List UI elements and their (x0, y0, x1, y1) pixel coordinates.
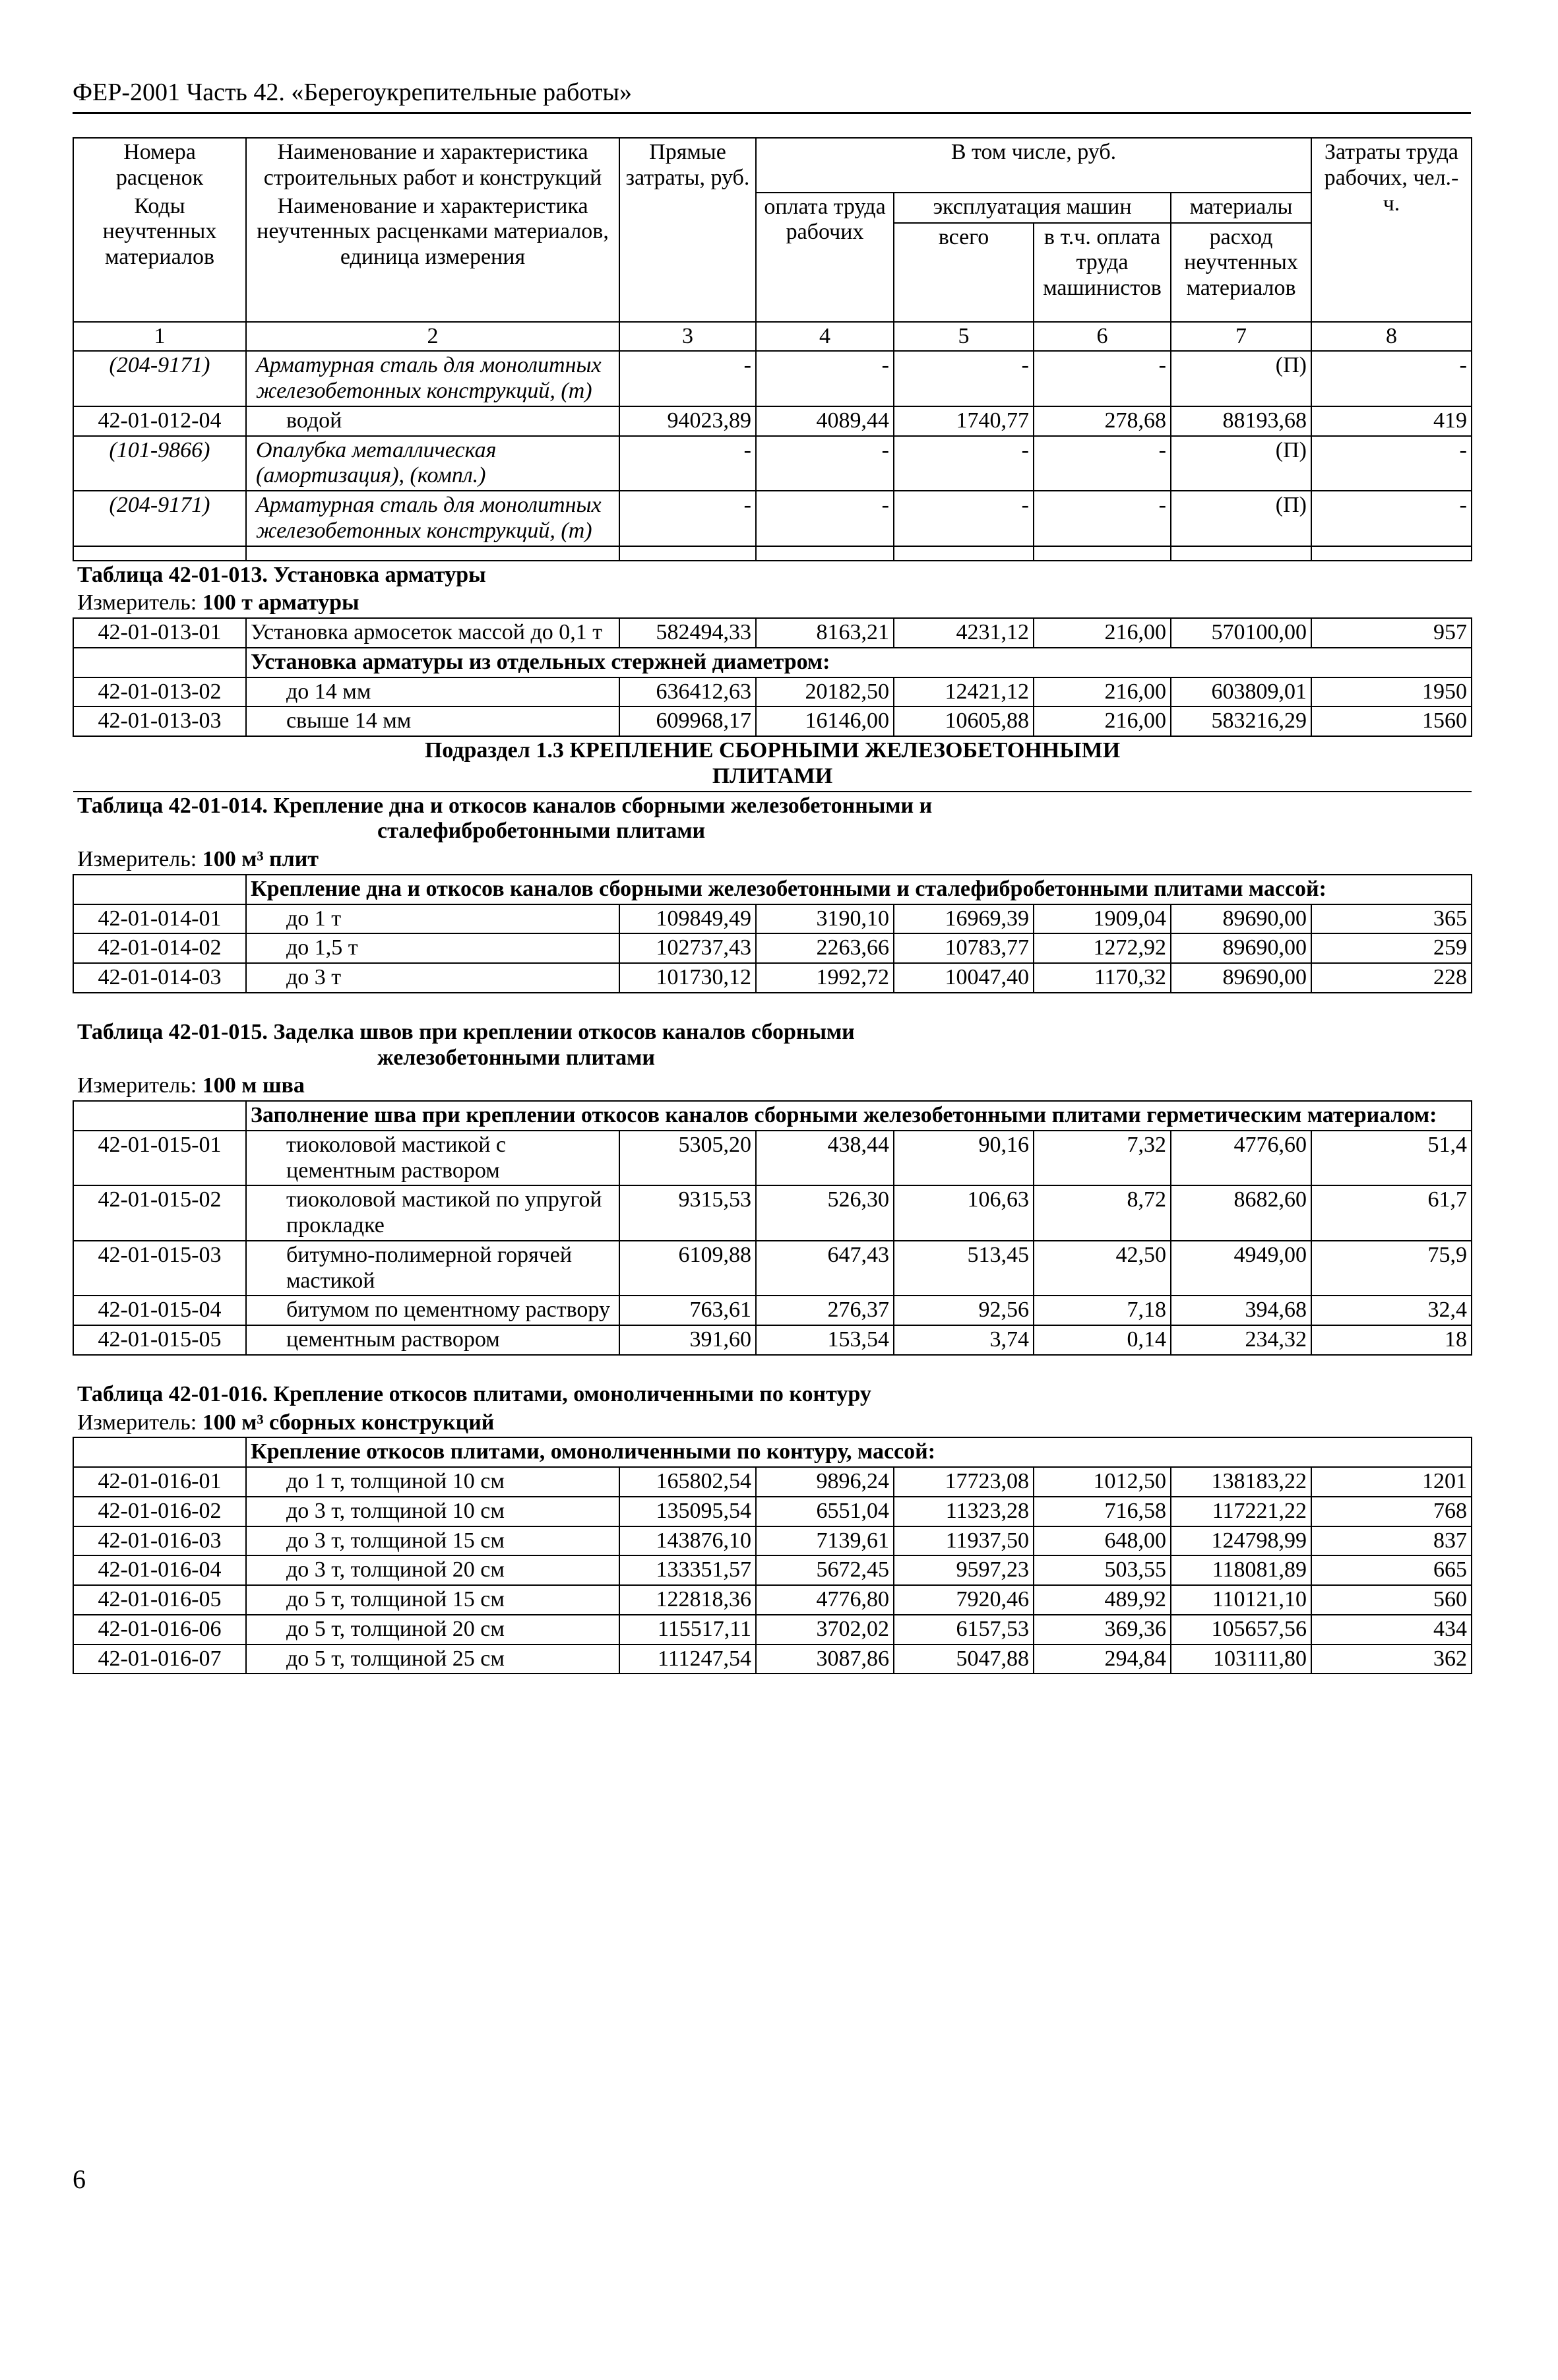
cell-value: 1992,72 (756, 963, 894, 993)
cell-value: - (1311, 436, 1472, 491)
table-meter (73, 1072, 1472, 1101)
cell-value: - (619, 491, 756, 546)
cell-value: 0,14 (1034, 1325, 1171, 1355)
cell-value: - (1034, 491, 1171, 546)
rate-name: до 3 т, толщиной 20 см (246, 1555, 619, 1585)
cell-value: (П) (1171, 351, 1311, 406)
cell-value: 51,4 (1311, 1131, 1472, 1186)
col-direct-costs: Прямые затраты, руб. (619, 138, 756, 322)
cell-value: 1950 (1311, 677, 1472, 707)
cell-value: 7,18 (1034, 1296, 1171, 1325)
table-title (73, 561, 1472, 590)
cell-value: 105657,56 (1171, 1615, 1311, 1644)
cell-value: 391,60 (619, 1325, 756, 1355)
cell-value: 6157,53 (894, 1615, 1034, 1644)
cell-value: 10605,88 (894, 706, 1034, 736)
rate-name: Арматурная сталь для монолитных железобетонных конструкций, (т) (246, 491, 619, 546)
cell-value: - (894, 491, 1034, 546)
cell-value: 394,68 (1171, 1296, 1311, 1325)
cell-value: - (1311, 491, 1472, 546)
cell-value: 3087,86 (756, 1644, 894, 1674)
cell-value: 8682,60 (1171, 1185, 1311, 1241)
group-heading: Заполнение шва при креплении откосов каналов сборными железобетонными плитами герметическим материалом: (246, 1101, 1472, 1131)
table-row (73, 904, 1472, 934)
rate-code: (204-9171) (73, 491, 246, 546)
cell-value: 7,32 (1034, 1131, 1171, 1186)
table-meter (73, 846, 1472, 875)
rate-name: до 5 т, толщиной 20 см (246, 1615, 619, 1644)
subsection-line2: ПЛИТАМИ (712, 763, 833, 788)
group-spacer (73, 1437, 246, 1467)
table-row (73, 1185, 1472, 1241)
cell-value: 369,36 (1034, 1615, 1171, 1644)
table-number: Таблица 42-01-016. (77, 1381, 268, 1406)
cell-value: 124798,99 (1171, 1526, 1311, 1556)
cell-value: 647,43 (756, 1241, 894, 1296)
group-heading: Крепление откосов плитами, омоноличенными по контуру, массой: (246, 1437, 1472, 1467)
rate-name: до 1 т (246, 904, 619, 934)
col-number: 8 (1311, 322, 1472, 352)
rate-code: 42-01-014-02 (73, 933, 246, 963)
empty-cell (756, 546, 894, 561)
cell-value: 10047,40 (894, 963, 1034, 993)
cell-value: - (1034, 436, 1171, 491)
rate-code: 42-01-015-05 (73, 1325, 246, 1355)
rate-name: до 5 т, толщиной 25 см (246, 1644, 619, 1674)
cell-value: 1201 (1311, 1467, 1472, 1497)
empty-cell (619, 546, 756, 561)
rate-name: водой (246, 406, 619, 436)
col-worker-pay: оплата труда рабочих (756, 193, 894, 322)
cell-value: 2263,66 (756, 933, 894, 963)
cell-value: 117221,22 (1171, 1497, 1311, 1526)
cell-value: 489,92 (1034, 1585, 1171, 1615)
col-material-names: Наименование и характеристика неучтенных расценками материалов, единица измерения (246, 193, 619, 322)
cell-value: 3190,10 (756, 904, 894, 934)
col-materials: материалы (1171, 193, 1311, 223)
rate-name: битумом по цементному раствору (246, 1296, 619, 1325)
table-heading: Крепление дна и откосов каналов сборными железобетонными и (273, 793, 933, 818)
cell-value: 259 (1311, 933, 1472, 963)
rate-name: цементным раствором (246, 1325, 619, 1355)
meter-unit: 100 т арматуры (202, 590, 359, 615)
col-material-codes: Коды неучтенных материалов (73, 193, 246, 322)
rate-name: тиоколовой мастикой по упругой прокладке (246, 1185, 619, 1241)
col-number: 4 (756, 322, 894, 352)
group-spacer (73, 875, 246, 904)
cell-value: 153,54 (756, 1325, 894, 1355)
cell-value: 419 (1311, 406, 1472, 436)
cell-value: 609968,17 (619, 706, 756, 736)
rate-code: 42-01-016-06 (73, 1615, 246, 1644)
rate-code: (204-9171) (73, 351, 246, 406)
rates-table (73, 137, 1471, 2380)
empty-cell (894, 546, 1034, 561)
table-heading: Крепление откосов плитами, омоноличенными по контуру (273, 1381, 871, 1406)
col-operator-pay: в т.ч. оплата труда машинистов (1034, 223, 1171, 322)
cell-value: 216,00 (1034, 677, 1171, 707)
cell-value: 75,9 (1311, 1241, 1472, 1296)
cell-value: 4776,80 (756, 1585, 894, 1615)
rate-code: 42-01-014-01 (73, 904, 246, 934)
table-row (73, 677, 1472, 707)
cell-value: 583216,29 (1171, 706, 1311, 736)
cell-value: 103111,80 (1171, 1644, 1311, 1674)
cell-value: 7139,61 (756, 1526, 894, 1556)
cell-value: 362 (1311, 1644, 1472, 1674)
subsection-title (73, 736, 1472, 792)
table-row (73, 963, 1472, 993)
cell-value: 102737,43 (619, 933, 756, 963)
cell-value: 503,55 (1034, 1555, 1171, 1585)
cell-value: 4089,44 (756, 406, 894, 436)
col-rate-numbers: Номера расценок (73, 138, 246, 193)
cell-value: 138183,22 (1171, 1467, 1311, 1497)
cell-value: 18 (1311, 1325, 1472, 1355)
cell-value: - (1311, 351, 1472, 406)
cell-value: - (619, 436, 756, 491)
page-number: 6 (73, 2164, 86, 2194)
cell-value: 5047,88 (894, 1644, 1034, 1674)
meter-label: Измеритель: (77, 1410, 197, 1435)
empty-cell (1034, 546, 1171, 561)
cell-value: 216,00 (1034, 706, 1171, 736)
rate-name: до 1,5 т (246, 933, 619, 963)
empty-cell (73, 546, 246, 561)
cell-value: 763,61 (619, 1296, 756, 1325)
cell-value: 7920,46 (894, 1585, 1034, 1615)
cell-value: 115517,11 (619, 1615, 756, 1644)
rate-code: 42-01-016-07 (73, 1644, 246, 1674)
table-row (73, 1585, 1472, 1615)
table-number: Таблица 42-01-015. (77, 1019, 268, 1044)
table-row (73, 1467, 1472, 1497)
cell-value: 10783,77 (894, 933, 1034, 963)
cell-value: 165802,54 (619, 1467, 756, 1497)
table-row (73, 706, 1472, 736)
table-row (73, 1296, 1472, 1325)
cell-value: 603809,01 (1171, 677, 1311, 707)
table-heading-cont: железобетонными плитами (377, 1045, 655, 1070)
rate-name: до 14 мм (246, 677, 619, 707)
table-row (73, 1615, 1472, 1644)
cell-value: 4949,00 (1171, 1241, 1311, 1296)
cell-value: 234,32 (1171, 1325, 1311, 1355)
cell-value: 9597,23 (894, 1555, 1034, 1585)
cell-value: 1012,50 (1034, 1467, 1171, 1497)
rate-code: 42-01-016-02 (73, 1497, 246, 1526)
cell-value: 9896,24 (756, 1467, 894, 1497)
subsection-line1: Подраздел 1.3 КРЕПЛЕНИЕ СБОРНЫМИ ЖЕЛЕЗОБЕТОННЫМИ (424, 738, 1121, 763)
rate-name: тиоколовой мастикой с цементным раствором (246, 1131, 619, 1186)
cell-value: 1170,32 (1034, 963, 1171, 993)
rate-code: 42-01-013-01 (73, 618, 246, 648)
cell-value: 89690,00 (1171, 963, 1311, 993)
cell-value: 837 (1311, 1526, 1472, 1556)
col-including: В том числе, руб. (756, 138, 1311, 193)
cell-value: 16969,39 (894, 904, 1034, 934)
col-number: 5 (894, 322, 1034, 352)
page-header: ФЕР-2001 Часть 42. «Берегоукрепительные работы» (73, 78, 1471, 114)
cell-value: 17723,08 (894, 1467, 1034, 1497)
rate-name: до 3 т, толщиной 15 см (246, 1526, 619, 1556)
table-heading-cont: сталефибробетонными плитами (377, 819, 706, 844)
cell-value: 6109,88 (619, 1241, 756, 1296)
cell-value: 89690,00 (1171, 933, 1311, 963)
rate-code: (101-9866) (73, 436, 246, 491)
cell-value: 1740,77 (894, 406, 1034, 436)
table-row (73, 406, 1472, 436)
rate-code: 42-01-015-01 (73, 1131, 246, 1186)
cell-value: 570100,00 (1171, 618, 1311, 648)
rate-code: 42-01-013-02 (73, 677, 246, 707)
empty-cell (1171, 546, 1311, 561)
cell-value: 6551,04 (756, 1497, 894, 1526)
table-row (73, 1497, 1472, 1526)
rate-code: 42-01-015-03 (73, 1241, 246, 1296)
cell-value: 11323,28 (894, 1497, 1034, 1526)
cell-value: 12421,12 (894, 677, 1034, 707)
cell-value: 216,00 (1034, 618, 1171, 648)
col-work-name: Наименование и характеристика строительных работ и конструкций (246, 138, 619, 193)
cell-value: 636412,63 (619, 677, 756, 707)
cell-value: 560 (1311, 1585, 1472, 1615)
table-row (73, 933, 1472, 963)
empty-cell (246, 546, 619, 561)
cell-value: 438,44 (756, 1131, 894, 1186)
cell-value: 1560 (1311, 706, 1472, 736)
cell-value: 88193,68 (1171, 406, 1311, 436)
cell-value: 8163,21 (756, 618, 894, 648)
cell-value: 4231,12 (894, 618, 1034, 648)
table-title (73, 1355, 1472, 1409)
cell-value: 122818,36 (619, 1585, 756, 1615)
rate-code: 42-01-015-04 (73, 1296, 246, 1325)
cell-value: 526,30 (756, 1185, 894, 1241)
cell-value: - (894, 351, 1034, 406)
empty-cell (1311, 546, 1472, 561)
cell-value: - (756, 491, 894, 546)
rate-code: 42-01-016-05 (73, 1585, 246, 1615)
col-machines-total: всего (894, 223, 1034, 322)
cell-value: 8,72 (1034, 1185, 1171, 1241)
cell-value: 32,4 (1311, 1296, 1472, 1325)
rate-name: до 3 т (246, 963, 619, 993)
cell-value: 94023,89 (619, 406, 756, 436)
cell-value: 957 (1311, 618, 1472, 648)
rate-name: Опалубка металлическая (амортизация), (компл.) (246, 436, 619, 491)
cell-value: 3,74 (894, 1325, 1034, 1355)
table-row (73, 436, 1472, 491)
cell-value: 3702,02 (756, 1615, 894, 1644)
cell-value: 135095,54 (619, 1497, 756, 1526)
cell-value: 365 (1311, 904, 1472, 934)
group-spacer (73, 648, 246, 677)
table-row (73, 618, 1472, 648)
cell-value: 110121,10 (1171, 1585, 1311, 1615)
cell-value: 4776,60 (1171, 1131, 1311, 1186)
rate-name: до 5 т, толщиной 15 см (246, 1585, 619, 1615)
meter-unit: 100 м шва (202, 1073, 305, 1098)
cell-value: 89690,00 (1171, 904, 1311, 934)
rate-code: 42-01-014-03 (73, 963, 246, 993)
table-row (73, 1131, 1472, 1186)
rate-name: Арматурная сталь для монолитных железобетонных конструкций, (т) (246, 351, 619, 406)
cell-value: 9315,53 (619, 1185, 756, 1241)
col-material-use: расход неучтенных материалов (1171, 223, 1311, 322)
cell-value: 143876,10 (619, 1526, 756, 1556)
rate-code: 42-01-016-04 (73, 1555, 246, 1585)
col-number: 2 (246, 322, 619, 352)
table-number: Таблица 42-01-014. (77, 793, 268, 818)
table-meter (73, 589, 1472, 618)
rate-code: 42-01-013-03 (73, 706, 246, 736)
cell-value: 1909,04 (1034, 904, 1171, 934)
cell-value: - (619, 351, 756, 406)
cell-value: 42,50 (1034, 1241, 1171, 1296)
cell-value: 111247,54 (619, 1644, 756, 1674)
cell-value: - (756, 436, 894, 491)
cell-value: 278,68 (1034, 406, 1171, 436)
cell-value: 101730,12 (619, 963, 756, 993)
table-title (73, 792, 1472, 846)
group-heading: Установка арматуры из отдельных стержней диаметром: (246, 648, 1472, 677)
rate-code: 42-01-012-04 (73, 406, 246, 436)
cell-value: 665 (1311, 1555, 1472, 1585)
cell-value: 109849,49 (619, 904, 756, 934)
cell-value: 118081,89 (1171, 1555, 1311, 1585)
cell-value: 133351,57 (619, 1555, 756, 1585)
meter-unit: 100 м³ плит (202, 847, 319, 871)
cell-value: - (756, 351, 894, 406)
rate-code: 42-01-015-02 (73, 1185, 246, 1241)
table-row (73, 1644, 1472, 1674)
col-number: 3 (619, 322, 756, 352)
cell-value: (П) (1171, 436, 1311, 491)
table-heading: Установка арматуры (273, 562, 486, 587)
table-row (73, 1325, 1472, 1355)
cell-value: 92,56 (894, 1296, 1034, 1325)
cell-value: 5672,45 (756, 1555, 894, 1585)
table-heading: Заделка швов при креплении откосов каналов сборными (273, 1019, 855, 1044)
cell-value: 61,7 (1311, 1185, 1472, 1241)
meter-unit: 100 м³ сборных конструкций (202, 1410, 495, 1435)
cell-value: 276,37 (756, 1296, 894, 1325)
table-title (73, 993, 1472, 1073)
group-spacer (73, 1101, 246, 1131)
cell-value: 716,58 (1034, 1497, 1171, 1526)
cell-value: 20182,50 (756, 677, 894, 707)
rate-name: Установка армосеток массой до 0,1 т (246, 618, 619, 648)
col-number: 1 (73, 322, 246, 352)
cell-value: 1272,92 (1034, 933, 1171, 963)
table-row (73, 491, 1472, 546)
col-labor-hours: Затраты труда рабочих, чел.-ч. (1311, 138, 1472, 322)
cell-value: 16146,00 (756, 706, 894, 736)
cell-value: 106,63 (894, 1185, 1034, 1241)
cell-value: 513,45 (894, 1241, 1034, 1296)
cell-value: 11937,50 (894, 1526, 1034, 1556)
cell-value: - (1034, 351, 1171, 406)
cell-value: (П) (1171, 491, 1311, 546)
cell-value: 768 (1311, 1497, 1472, 1526)
cell-value: 582494,33 (619, 618, 756, 648)
cell-value: 5305,20 (619, 1131, 756, 1186)
meter-label: Измеритель: (77, 847, 197, 871)
group-heading: Крепление дна и откосов каналов сборными железобетонными и сталефибробетонными плитами массой: (246, 875, 1472, 904)
rate-name: до 3 т, толщиной 10 см (246, 1497, 619, 1526)
rate-name: до 1 т, толщиной 10 см (246, 1467, 619, 1497)
meter-label: Измеритель: (77, 590, 197, 615)
col-number: 6 (1034, 322, 1171, 352)
cell-value: 90,16 (894, 1131, 1034, 1186)
rate-name: битумно-полимерной горячей мастикой (246, 1241, 619, 1296)
rate-name: свыше 14 мм (246, 706, 619, 736)
table-number: Таблица 42-01-013. (77, 562, 268, 587)
table-meter (73, 1409, 1472, 1438)
col-number: 7 (1171, 322, 1311, 352)
cell-value: 648,00 (1034, 1526, 1171, 1556)
cell-value: - (894, 436, 1034, 491)
table-row (73, 1526, 1472, 1556)
table-row (73, 1241, 1472, 1296)
table-row (73, 351, 1472, 406)
cell-value: 434 (1311, 1615, 1472, 1644)
table-row (73, 1555, 1472, 1585)
rate-code: 42-01-016-01 (73, 1467, 246, 1497)
rate-code: 42-01-016-03 (73, 1526, 246, 1556)
meter-label: Измеритель: (77, 1073, 197, 1098)
col-machines: эксплуатация машин (894, 193, 1171, 223)
cell-value: 294,84 (1034, 1644, 1171, 1674)
cell-value: 228 (1311, 963, 1472, 993)
